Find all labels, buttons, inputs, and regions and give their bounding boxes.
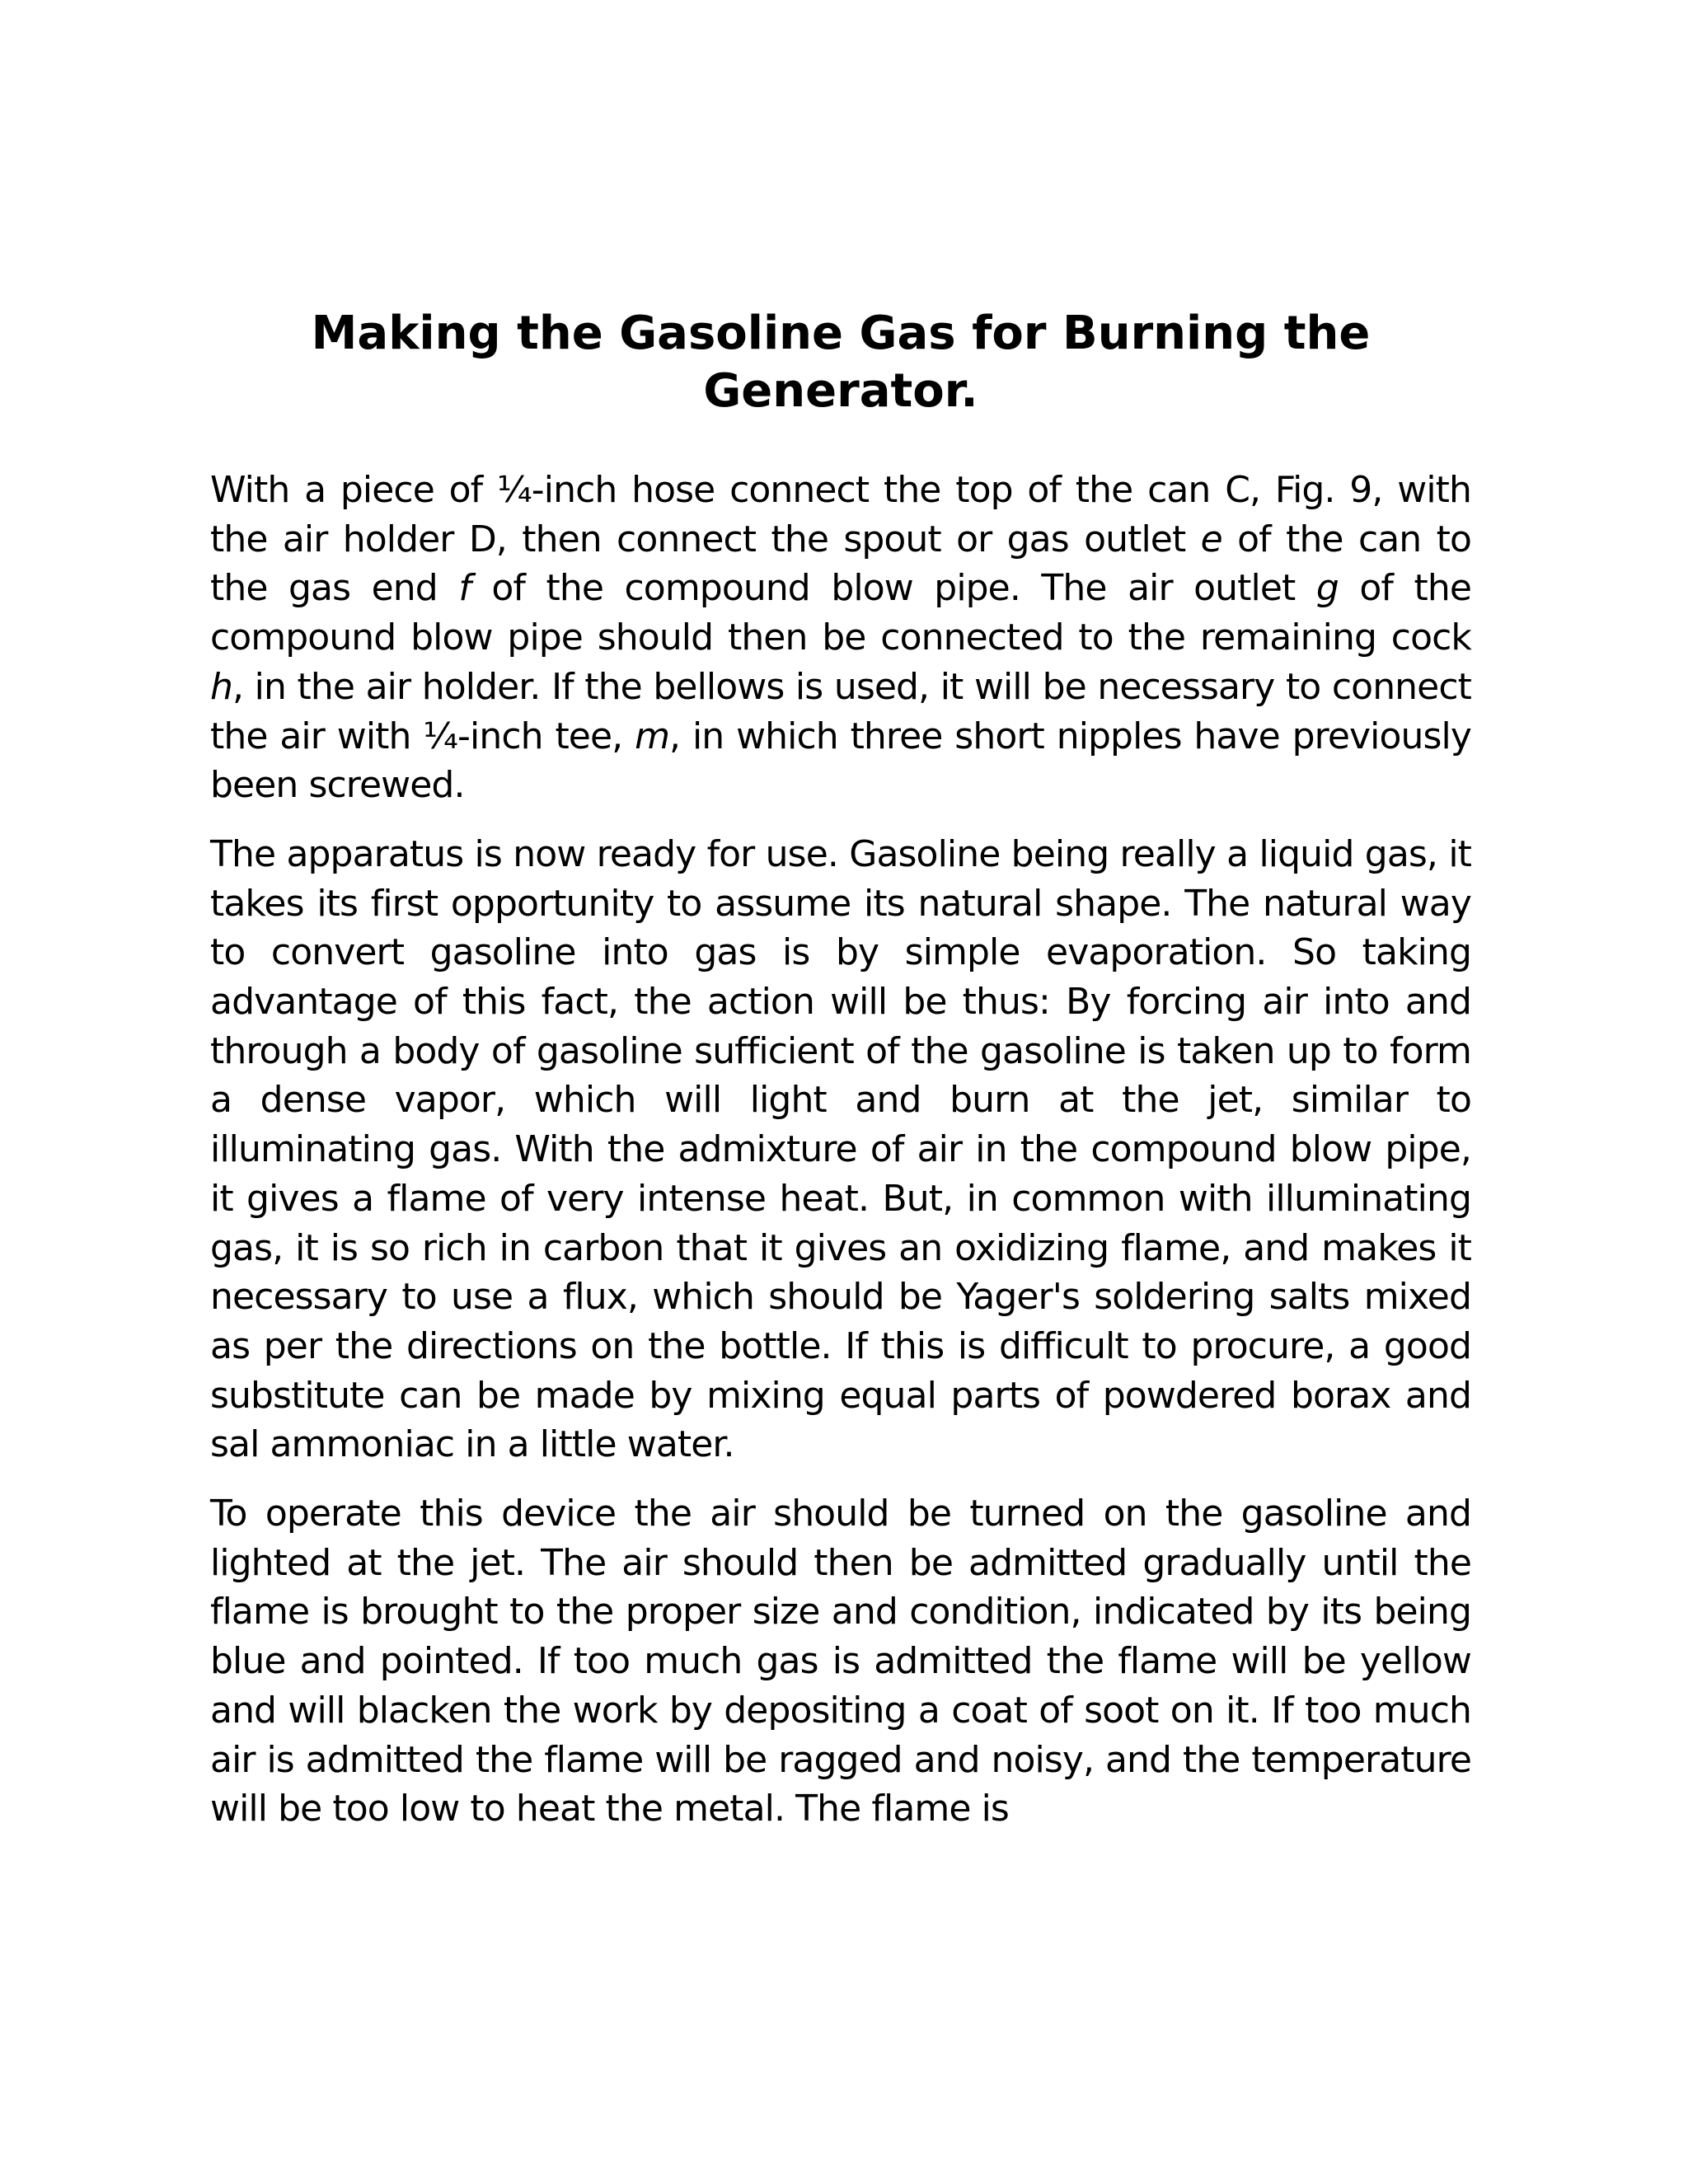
text-segment: The apparatus is now ready for use. Gasoline being really a liquid gas, it takes its first opportunity to assume its natural shape. The natural way to convert gasoline into gas is by simple evaporation. So taking advantage of this fact, the action will be thus: By forcing air into and through a body of gasoline sufficient of the gasoline is taken up to form a dense vapor, which will light and burn at the jet, similar to illuminating gas. With the admixture of air in the compound blow pipe, it gives a flame of very intense heat. But, in common with illuminating gas, it is so rich in carbon that it gives an oxidizing flame, and makes it necessary to use a flux, which should be Yager's soldering salts mixed as per the directions on the bottle. If this is difficult to procure, a good substitute can be made by mixing equal parts of powdered borax and sal ammoniac in a little water. [210, 832, 1471, 1466]
italic-variable: h [210, 665, 232, 708]
text-segment: of the compound blow pipe should then be connected to the remaining cock [210, 567, 1471, 659]
paragraph [210, 1489, 1471, 1834]
italic-variable: g [1315, 567, 1339, 610]
text-segment: , in which three short nipples have previously been screwed. [210, 715, 1471, 807]
text-segment: , in the air holder. If the bellows is used, it will be necessary to connect the air with ¼-inch tee, [210, 665, 1471, 757]
text-segment: of the compound blow pipe. The air outlet [470, 567, 1316, 610]
italic-variable: f [458, 567, 471, 610]
italic-variable: e [1200, 518, 1222, 560]
document-title: Making the Gasoline Gas for Burning the Generator. [311, 307, 1371, 418]
text-segment: To operate this device the air should be turned on the gasoline and lighted at the jet. The air should then be admitted gradually until the flame is brought to the proper size and condition, indicated by its being blue and pointed. If too much gas is admitted the flame will be yellow and will blacken the work by depositing a coat of soot on it. If too much air is admitted the flame will be ragged and noisy, and the temperature will be too low to heat the metal. The flame is [210, 1493, 1471, 1830]
paragraph [210, 466, 1471, 810]
text-segment: With a piece of ¼-inch hose connect the top of the can C, Fig. 9, with the air holder D, then connect the spout or gas outlet [210, 469, 1471, 560]
document-page [210, 305, 1471, 1854]
italic-variable: m [635, 715, 670, 757]
paragraph [210, 830, 1471, 1469]
text-segment: of the can to the gas end [210, 518, 1471, 610]
